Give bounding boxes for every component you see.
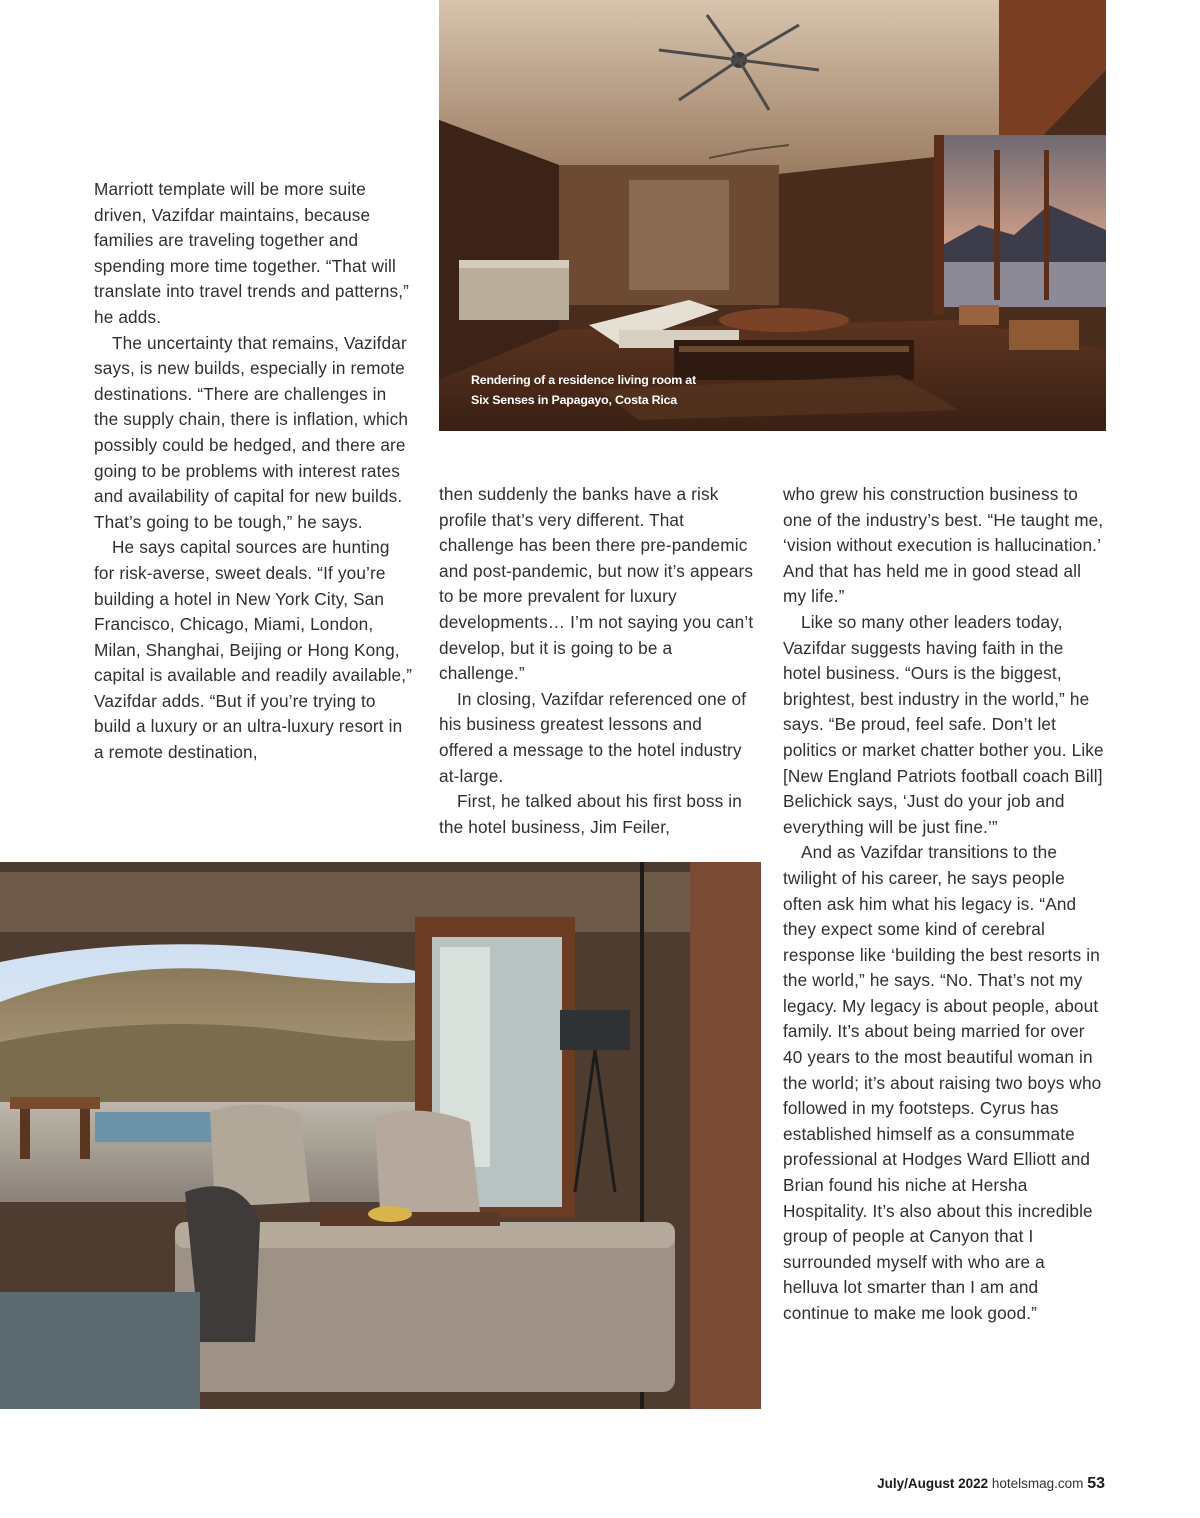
issue-date: July/August 2022 <box>877 1476 989 1491</box>
caption-line: Six Senses in Papagayo, Costa Rica <box>471 392 677 407</box>
photo-caption <box>471 371 731 410</box>
article-paragraph: And as Vazifdar transitions to the twilight of his career, he says people often ask him what his legacy is. “And they expect some kind of cerebral response like ‘building the best resorts in the world,” he says. “No. That’s not my legacy. My legacy is about people, about family. It’s about being married for over 40 years to the most beautiful woman in the world; it’s about raising two boys who followed in my footsteps. Cyrus has established himself as a consummate professional at Hodges Ward Elliott and Brian found his niche at Hersha Hospitality. It’s also about this incredible group of people at Canyon that I surrounded myself with who are a helluva lot smarter than I am and continue to make me look good.” <box>783 842 1102 1323</box>
article-paragraph: In closing, Vazifdar referenced one of his business greatest lessons and offered a message to the hotel industry at-large. <box>439 688 747 786</box>
article-column-1 <box>94 177 414 766</box>
site-name: hotelsmag.com <box>991 1476 1084 1491</box>
article-paragraph: The uncertainty that remains, Vazifdar says, is new builds, especially in remote destinations. “There are challenges in the supply chain, there is inflation, which possibly could be hedged, and there are going to be problems with interest rates and availability of capital for new builds. That’s going to be tough,” he says. <box>94 332 409 532</box>
article-paragraph: then suddenly the banks have a risk profile that’s very different. That challenge has been there pre-pandemic and post-pandemic, but now it’s appears to be more prevalent for luxury developments… I’m not saying you can’t develop, but it is going to be a challenge.” <box>439 484 754 684</box>
page-footer <box>877 1475 1105 1493</box>
article-column-3 <box>783 482 1105 1327</box>
article-paragraph: Like so many other leaders today, Vazifdar suggests having faith in the hotel business. “Ours is the biggest, brightest, best industry in the world,” he says. “Be proud, feel safe. Don’t let politics or market chatter bother you. Like [New England Patriots football coach Bill] Belichick says, ‘Just do your job and everything will be just fine.’” <box>783 611 1104 837</box>
page-number: 53 <box>1087 1475 1105 1492</box>
article-paragraph: who grew his construction business to one of the industry’s best. “He taught me, ‘vision without execution is hallucination.’ And that has held me in good stead all my life.” <box>783 484 1104 607</box>
living-room-rendering-photo <box>439 0 1106 431</box>
caption-line: Rendering of a residence living room at <box>471 373 696 387</box>
article-column-2 <box>439 482 761 840</box>
article-paragraph: He says capital sources are hunting for risk-averse, sweet deals. “If you’re building a hotel in New York City, San Francisco, Chicago, Miami, London, Milan, Shanghai, Beijing or Hong Kong, capital is available and readily available,” Vazifdar adds. “But if you’re trying to build a luxury or an ultra-luxury resort in a remote destination, <box>94 537 413 763</box>
desert-lounge-photo <box>0 862 761 1409</box>
article-paragraph: First, he talked about his first boss in the hotel business, Jim Feiler, <box>439 791 742 837</box>
article-paragraph: Marriott template will be more suite driven, Vazifdar maintains, because families are traveling together and spending more time together. “That will translate into travel trends and patterns,” he adds. <box>94 179 410 327</box>
